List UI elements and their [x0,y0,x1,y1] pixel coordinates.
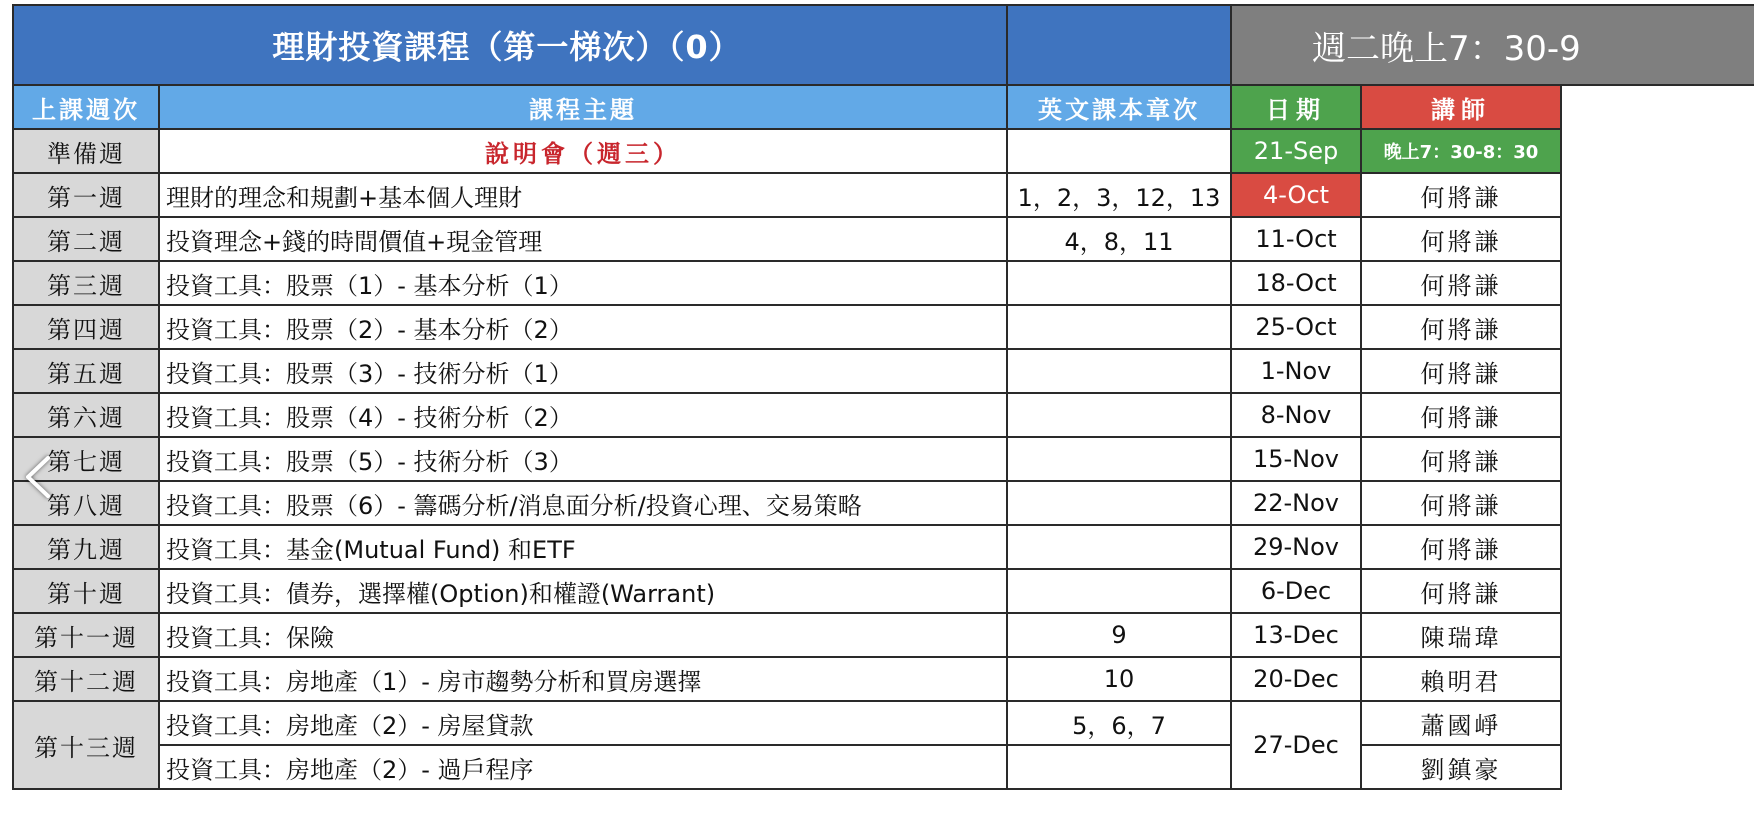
table-row [13,481,1754,525]
date-cell[interactable]: 11-Oct [1231,217,1361,261]
topic-cell[interactable]: 投資工具：債券，選擇權(Option)和權證(Warrant) [159,569,1007,613]
topic-cell[interactable]: 投資工具：房地產（1）- 房市趨勢分析和買房選擇 [159,657,1007,701]
teacher-cell[interactable]: 何將謙 [1361,569,1561,613]
topic-cell[interactable]: 投資工具：基金(Mutual Fund) 和ETF [159,525,1007,569]
week-cell[interactable]: 第二週 [13,217,159,261]
week-cell[interactable]: 準備週 [13,129,159,173]
table-row [13,217,1754,261]
teacher-cell[interactable]: 賴明君 [1361,657,1561,701]
teacher-cell[interactable]: 何將謙 [1361,525,1561,569]
date-cell[interactable]: 13-Dec [1231,613,1361,657]
table-row [13,393,1754,437]
chevron-left-icon[interactable] [20,452,56,502]
week-cell[interactable]: 第七週 [13,437,159,481]
week-cell[interactable]: 第一週 [13,173,159,217]
date-cell[interactable]: 15-Nov [1231,437,1361,481]
empty-cell [1561,525,1754,569]
empty-cell [1561,173,1754,217]
table-row [13,569,1754,613]
topic-cell[interactable]: 投資工具：房地產（2）- 過戶程序 [159,745,1007,789]
empty-cell [1561,393,1754,437]
schedule-time[interactable]: 週二晚上7：30-9 [1231,5,1754,85]
topic-cell[interactable]: 投資工具：股票（5）- 技術分析（3） [159,437,1007,481]
spreadsheet [12,4,1754,814]
empty-cell [1561,305,1754,349]
teacher-cell[interactable]: 何將謙 [1361,261,1561,305]
header-week[interactable]: 上課週次 [13,85,159,129]
date-cell[interactable]: 6-Dec [1231,569,1361,613]
header-row [13,85,1754,129]
teacher-cell[interactable]: 蕭國崢 [1361,701,1561,745]
teacher-cell[interactable]: 何將謙 [1361,173,1561,217]
chapters-cell[interactable]: 5，6，7 [1007,701,1231,745]
chapters-cell[interactable] [1007,437,1231,481]
table-row [13,173,1754,217]
topic-cell[interactable]: 投資工具：股票（3）- 技術分析（1） [159,349,1007,393]
table-row [13,261,1754,305]
table-row [13,305,1754,349]
topic-cell[interactable]: 投資工具：股票（4）- 技術分析（2） [159,393,1007,437]
date-cell[interactable]: 25-Oct [1231,305,1361,349]
table-row [13,437,1754,481]
course-table [12,4,1754,790]
chapters-cell[interactable]: 4，8，11 [1007,217,1231,261]
topic-cell[interactable]: 投資工具：股票（2）- 基本分析（2） [159,305,1007,349]
chapters-cell[interactable] [1007,481,1231,525]
table-row [13,701,1754,745]
empty-cell [1561,701,1754,745]
empty-cell [1561,349,1754,393]
topic-cell[interactable]: 投資工具：股票（1）- 基本分析（1） [159,261,1007,305]
empty-cell [1561,569,1754,613]
teacher-cell[interactable]: 何將謙 [1361,217,1561,261]
empty-cell [1561,745,1754,789]
week-cell[interactable]: 第九週 [13,525,159,569]
teacher-cell[interactable]: 何將謙 [1361,305,1561,349]
topic-cell[interactable]: 投資工具：保險 [159,613,1007,657]
chapters-cell[interactable]: 9 [1007,613,1231,657]
topic-cell[interactable]: 說明會（週三） [159,129,1007,173]
header-date[interactable]: 日期 [1231,85,1361,129]
chapters-cell[interactable] [1007,305,1231,349]
chapters-cell[interactable] [1007,129,1231,173]
table-row [13,525,1754,569]
week-cell[interactable]: 第十三週 [13,701,159,789]
chapters-cell[interactable] [1007,393,1231,437]
chapters-cell[interactable]: 1，2，3，12，13 [1007,173,1231,217]
teacher-cell[interactable]: 何將謙 [1361,481,1561,525]
table-row [13,349,1754,393]
topic-cell[interactable]: 理財的理念和規劃+基本個人理財 [159,173,1007,217]
chapters-cell[interactable] [1007,349,1231,393]
date-cell[interactable]: 1-Nov [1231,349,1361,393]
week-cell[interactable]: 第六週 [13,393,159,437]
empty-cell [1561,613,1754,657]
week-cell[interactable]: 第三週 [13,261,159,305]
chapters-cell[interactable] [1007,569,1231,613]
course-title[interactable]: 理財投資課程（第一梯次）（0） [13,5,1007,85]
teacher-cell[interactable]: 何將謙 [1361,349,1561,393]
empty-cell [1561,657,1754,701]
table-row [13,745,1754,789]
teacher-cell[interactable]: 何將謙 [1361,393,1561,437]
table-row [13,129,1754,173]
table-row [13,613,1754,657]
date-cell[interactable]: 22-Nov [1231,481,1361,525]
week-cell[interactable]: 第十二週 [13,657,159,701]
empty-cell [1561,129,1754,173]
teacher-cell[interactable]: 晚上7：30-8：30 [1361,129,1561,173]
empty-cell [1561,481,1754,525]
week-cell[interactable]: 第十一週 [13,613,159,657]
date-cell[interactable]: 4-Oct [1231,173,1361,217]
date-cell[interactable]: 18-Oct [1231,261,1361,305]
empty-cell [1561,217,1754,261]
chapters-cell[interactable] [1007,745,1231,789]
week-cell[interactable]: 第八週 [13,481,159,525]
topic-cell[interactable]: 投資工具：股票（6）- 籌碼分析/消息面分析/投資心理、交易策略 [159,481,1007,525]
topic-cell[interactable]: 投資工具：房地產（2）- 房屋貸款 [159,701,1007,745]
header-chapters[interactable]: 英文課本章次 [1007,85,1231,129]
chapters-cell[interactable] [1007,261,1231,305]
empty-cell [1561,261,1754,305]
title-blank-cell[interactable] [1007,5,1231,85]
title-row [13,5,1754,85]
date-cell[interactable]: 21-Sep [1231,129,1361,173]
teacher-cell[interactable]: 何將謙 [1361,437,1561,481]
week-cell[interactable]: 第十週 [13,569,159,613]
teacher-cell[interactable]: 劉鎮豪 [1361,745,1561,789]
chapters-cell[interactable] [1007,525,1231,569]
date-cell[interactable]: 20-Dec [1231,657,1361,701]
table-row [13,657,1754,701]
empty-cell [1561,437,1754,481]
header-teacher[interactable]: 講師 [1361,85,1561,129]
date-cell[interactable]: 8-Nov [1231,393,1361,437]
week-cell[interactable]: 第五週 [13,349,159,393]
chapters-cell[interactable]: 10 [1007,657,1231,701]
header-topic[interactable]: 課程主題 [159,85,1007,129]
empty-cell [1561,85,1754,129]
teacher-cell[interactable]: 陳瑞瑋 [1361,613,1561,657]
date-cell[interactable]: 27-Dec [1231,701,1361,789]
date-cell[interactable]: 29-Nov [1231,525,1361,569]
week-cell[interactable]: 第四週 [13,305,159,349]
topic-cell[interactable]: 投資理念+錢的時間價值+現金管理 [159,217,1007,261]
